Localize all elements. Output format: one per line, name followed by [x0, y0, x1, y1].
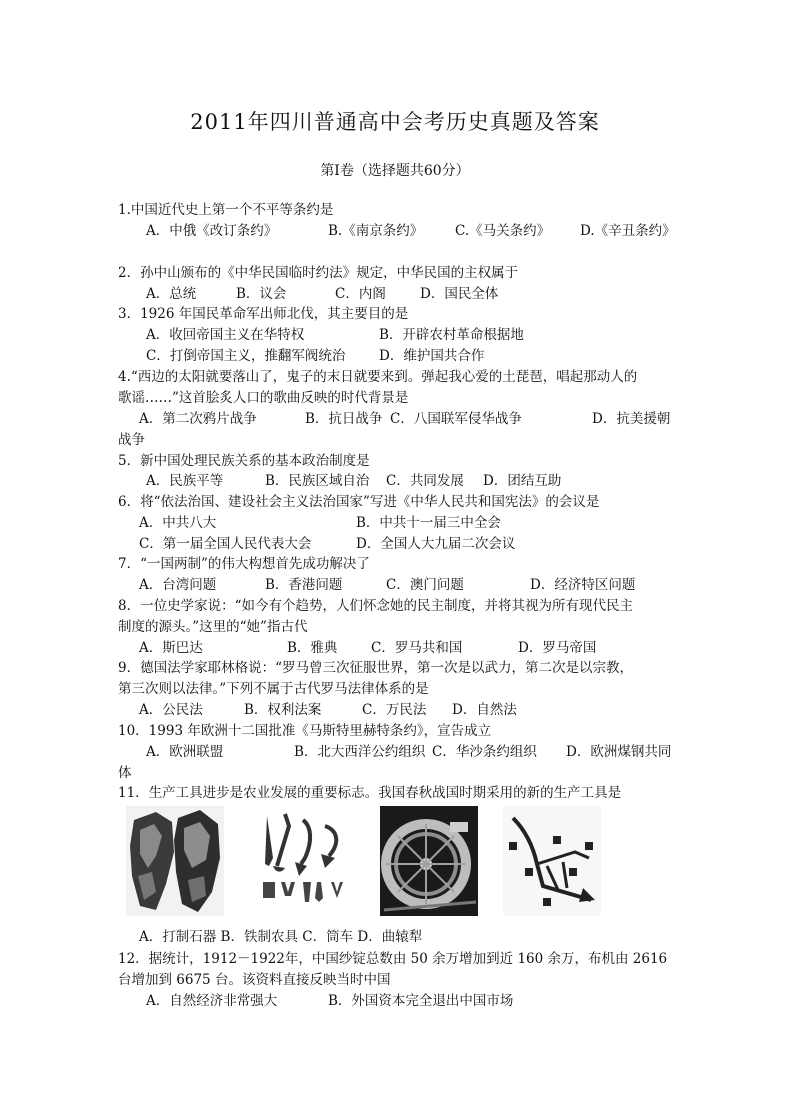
question-5-option-b: B．民族区域自治 — [265, 473, 370, 489]
question-10-option-a: A．欧洲联盟 — [146, 744, 224, 760]
question-12-stem-line-2: 台增加到 6675 台。该资料直接反映当时中国 — [118, 972, 391, 988]
tube-waterwheel-image — [380, 806, 478, 916]
question-7-option-a: A．台湾问题 — [139, 577, 217, 593]
question-3-option-c: C．打倒帝国主义，推翻军阀统治 — [146, 348, 346, 364]
question-8-option-c: C．罗马共和国 — [371, 640, 463, 656]
question-4-option-a: A．第二次鸦片战争 — [139, 411, 257, 427]
question-3-stem: 3．1926 年国民革命军出师北伐，其主要目的是 — [118, 306, 409, 322]
question-7-option-b: B．香港问题 — [265, 577, 343, 593]
question-4-option-d-wrap: 战争 — [118, 432, 145, 448]
question-7-option-c: C．澳门问题 — [386, 577, 464, 593]
question-6-stem: 6．将“依法治国、建设社会主义法治国家”写进《中华人民共和国宪法》的会议是 — [118, 494, 600, 510]
curved-shaft-plough-image — [503, 806, 601, 916]
question-9-option-b: B．权利法案 — [244, 702, 322, 718]
question-2-stem: 2．孙中山颁布的《中华民国临时约法》规定，中华民国的主权属于 — [118, 265, 519, 281]
question-6-option-b: B．中共十一届三中全会 — [356, 515, 501, 531]
question-9-stem-line-2: 第三次则以法律。”下列不属于古代罗马法律体系的是 — [118, 681, 429, 697]
question-2-option-d: D．国民全体 — [420, 286, 499, 302]
question-4-stem-line-1: 4.“西边的太阳就要落山了，鬼子的末日就要来到。弹起我心爱的土琵琶，唱起那动人的 — [118, 369, 638, 385]
question-7-option-d: D．经济特区问题 — [530, 577, 636, 593]
question-1-stem: 1.中国近代史上第一个不平等条约是 — [118, 202, 334, 218]
question-10-stem: 10．1993 年欧洲十二国批准《马斯特里赫特条约》，宣告成立 — [118, 723, 492, 739]
question-4-option-d: D．抗美援朝 — [592, 411, 671, 427]
question-2-option-a: A．总统 — [146, 286, 197, 302]
question-9-stem-line-1: 9．德国法学家耶林格说：“罗马曾三次征服世界，第一次是以武力，第二次是以宗教， — [118, 660, 633, 676]
question-8-option-b: B．雅典 — [287, 640, 338, 656]
question-10-option-d-wrap: 体 — [118, 765, 132, 781]
question-1-option-d: D.《辛丑条约》 — [580, 223, 676, 239]
question-6-option-a: A．中共八大 — [139, 515, 217, 531]
question-2-option-c: C．内阁 — [335, 286, 386, 302]
question-11-stem: 11．生产工具进步是农业发展的重要标志。我国春秋战国时期采用的新的生产工具是 — [118, 785, 622, 801]
question-1-option-c: C.《马关条约》 — [455, 223, 551, 239]
question-5-option-c: C．共同发展 — [386, 473, 464, 489]
question-10-option-b: B．北大西洋公约组织 — [294, 744, 426, 760]
question-5-option-d: D．团结互助 — [483, 473, 562, 489]
question-8-stem-line-1: 8．一位史学家说：“如今有个趋势，人们怀念她的民主制度，并将其视为所有现代民主 — [118, 598, 633, 614]
question-10-option-c: C．华沙条约组织 — [432, 744, 537, 760]
question-8-stem-line-2: 制度的源头。”这里的“她”指古代 — [118, 619, 308, 635]
question-2-option-b: B．议会 — [236, 286, 287, 302]
question-4-option-b: B．抗日战争 — [305, 411, 383, 427]
question-8-option-a: A．斯巴达 — [139, 640, 203, 656]
question-12-option-b: B．外国资本完全退出中国市场 — [328, 993, 514, 1009]
question-9-option-a: A．公民法 — [139, 702, 203, 718]
question-9-option-d: D．自然法 — [452, 702, 517, 718]
question-5-stem: 5．新中国处理民族关系的基本政治制度是 — [118, 453, 370, 469]
question-4-option-c: C．八国联军侵华战争 — [390, 411, 522, 427]
question-12-option-a: A．自然经济非常强大 — [146, 993, 278, 1009]
question-11-options: A．打制石器 B．铁制农具 C．筒车 D．曲辕犁 — [139, 929, 423, 945]
question-4-stem-line-2: 歌谣……”这首脍炙人口的歌曲反映的时代背景是 — [118, 390, 409, 406]
question-7-stem: 7．“一国两制”的伟大构想首先成功解决了 — [118, 556, 370, 572]
question-12-stem-line-1: 12．据统计，1912－1922年，中国纱锭总数由 50 余万增加到近 160 余万，布机由 2616 — [118, 951, 668, 967]
question-3-option-a: A．收回帝国主义在华特权 — [146, 327, 305, 343]
question-10-option-d: D．欧洲煤钢共同 — [566, 744, 672, 760]
question-1-option-a: A．中俄《改订条约》 — [146, 223, 278, 239]
question-6-option-d: D．全国人大九届二次会议 — [356, 536, 516, 552]
iron-farm-tools-image — [255, 806, 353, 916]
question-6-option-c: C．第一届全国人民代表大会 — [139, 536, 312, 552]
page-title: 2011年四川普通高中会考历史真题及答案 — [190, 110, 600, 134]
question-9-option-c: C．万民法 — [362, 702, 427, 718]
question-8-option-d: D．罗马帝国 — [518, 640, 597, 656]
question-5-option-a: A．民族平等 — [146, 473, 224, 489]
question-1-option-b: B.《南京条约》 — [328, 223, 424, 239]
section-subtitle: 第Ⅰ卷（选择题共60分） — [320, 163, 470, 179]
stone-tools-image — [126, 806, 224, 916]
question-3-option-d: D．维护国共合作 — [379, 348, 485, 364]
question-3-option-b: B．开辟农村革命根据地 — [379, 327, 524, 343]
